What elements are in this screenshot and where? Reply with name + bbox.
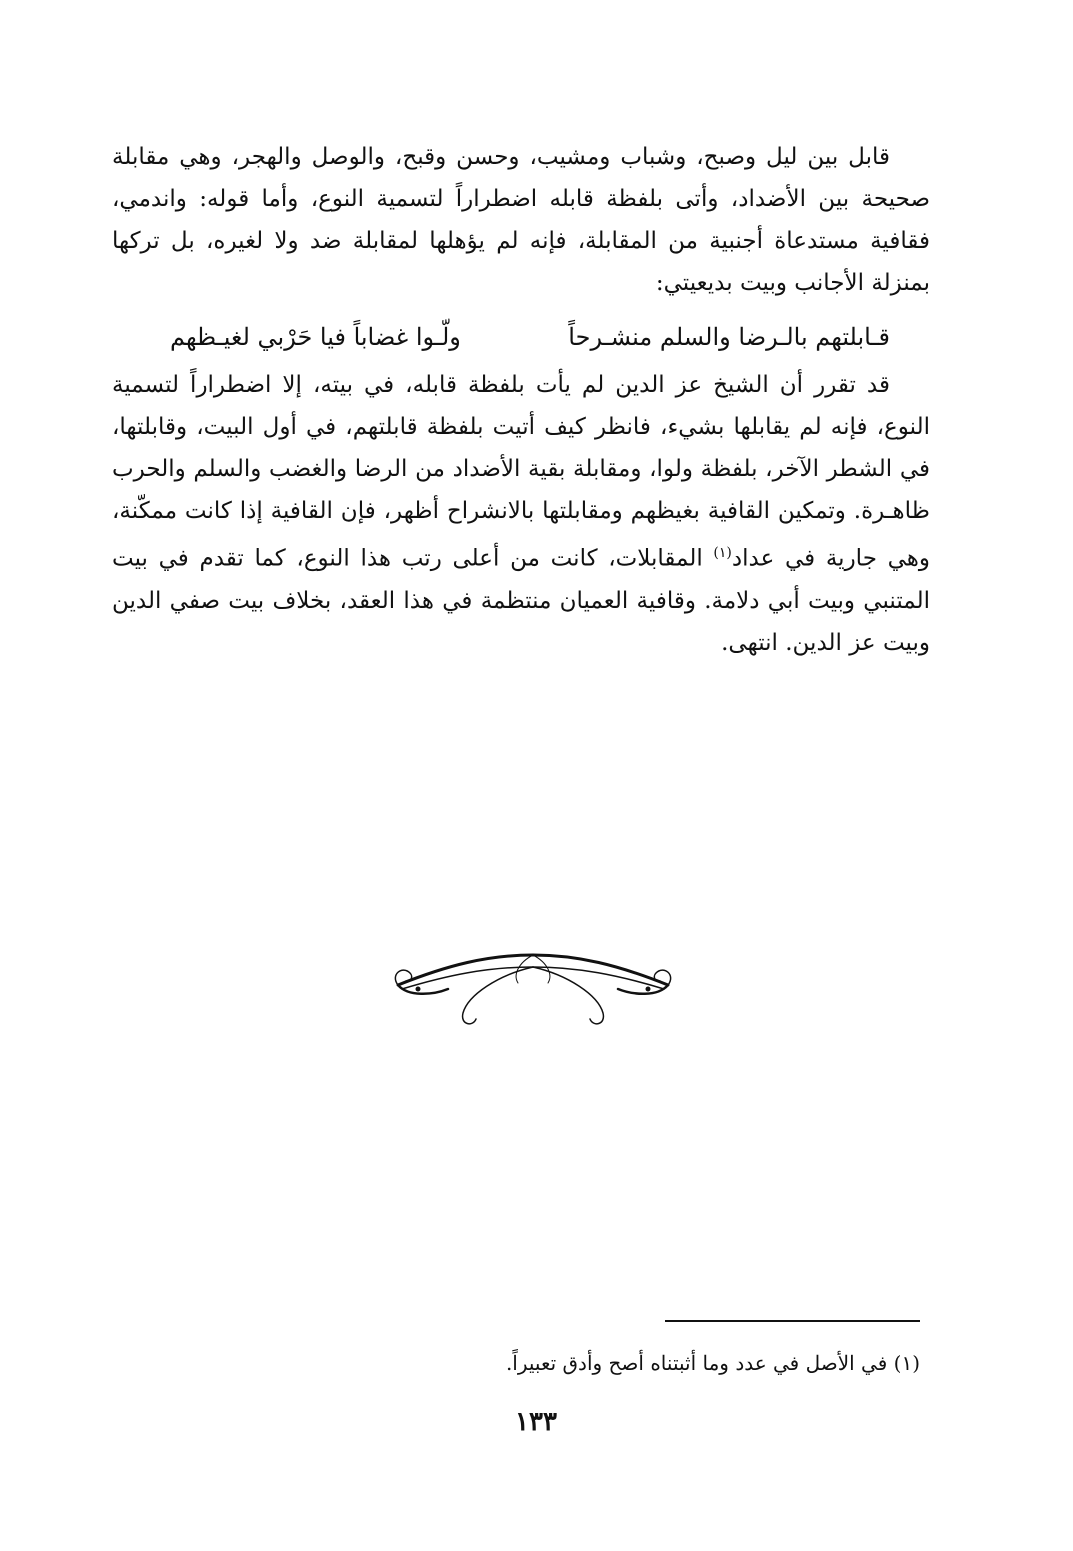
poetry-verse (170, 315, 910, 359)
footnote: (١) في الأصل في عدد وما أثبتناه أصح وأدق تعبيراً. (505, 1351, 920, 1375)
verse-first-hemistich: قـابلتهم بالـرضا والسلم منشـرحاً (568, 323, 890, 351)
body-paragraph-1 (112, 136, 930, 304)
body-paragraph-2 (112, 364, 930, 664)
paragraph-2-text (112, 364, 930, 664)
footnote-divider (665, 1320, 920, 1322)
page-number: ١٣٣ (515, 1407, 557, 1437)
verse-second-hemistich: ولّـوا غضاباً فيا حَرْبي لغيـظهم (170, 323, 461, 351)
footnote-reference: (١) (713, 545, 732, 561)
paragraph-2-end: المقابلات، كانت من أعلى رتب هذا النوع، كما تقدم في بيت المتنبي وبيت أبي دلامة. وقافية العميان منتظمة في هذا العقد، بخلاف بيت صفي الدين وبيت عز الدين. انتهى. (112, 545, 930, 656)
paragraph-1-text: قابل بين ليل وصبح، وشباب ومشيب، وحسن وقبح، والوصل والهجر، وهي مقابلة صحيحة بين الأضداد، وأتى بلفظة قابله اضطراراً لتسمية النوع، وأما قوله: واندمي، فقافية مستدعاة أجنبية من المقابلة، فإنه لم يؤهلها لمقابلة ضد ولا لغيره، بل تركها بمنزلة الأجانب وبيت بديعيتي: (112, 144, 930, 296)
paragraph-2-main: قد تقرر أن الشيخ عز الدين لم يأت بلفظة قابله، في بيته، إلا اضطراراً لتسمية النوع، فإنه لم يقابلها بشيء، فانظر كيف أتيت بلفظة قابلتهم، في أول البيت، وقابلتها، في الشطر الآخر، بلفظة ولوا، ومقابلة بقية الأضداد من الرضا والغضب والسلم والحرب ظاهـرة. وتمكين القافية بغيظهم ومقابلتها بالانشراح أظهر، فإن القافية إذا كانت ممكّنة، وهي جارية في عداد (112, 372, 930, 572)
flourish-ornament-icon (388, 945, 678, 1035)
